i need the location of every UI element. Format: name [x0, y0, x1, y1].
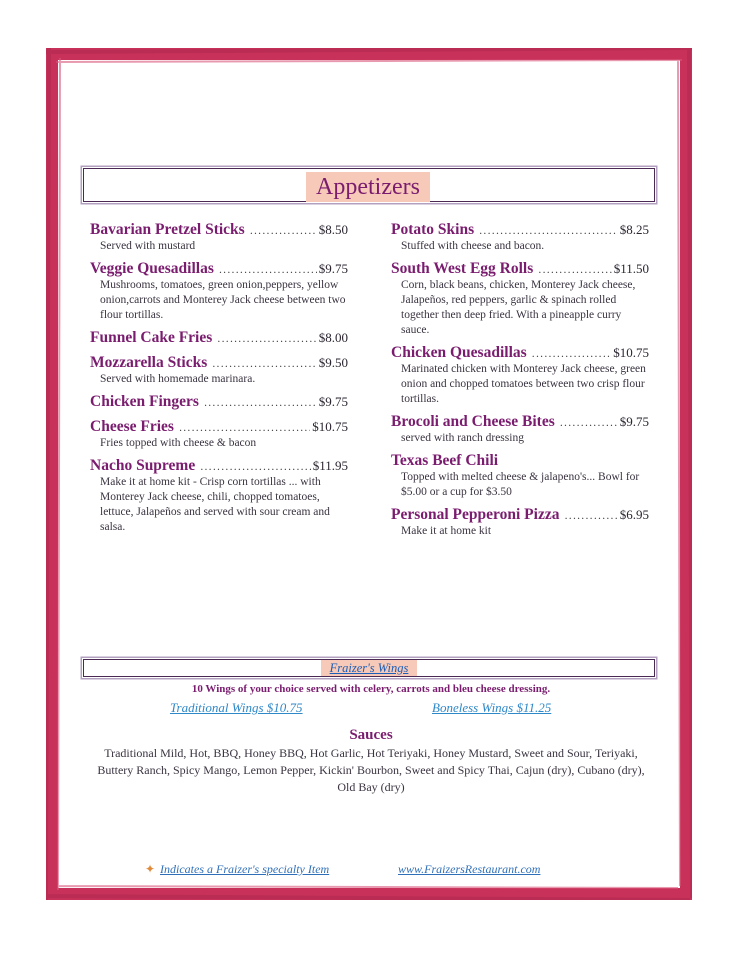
section-title: Appetizers	[306, 172, 430, 202]
leader-dots	[250, 226, 317, 237]
boneless-wings-link[interactable]: Boneless Wings $11.25	[432, 700, 552, 715]
item-price: $8.00	[318, 330, 348, 345]
specialty-note-link[interactable]: Indicates a Fraizer's specialty Item	[160, 862, 330, 876]
item-description: Marinated chicken with Monterey Jack cheese, green onion and chopped tomatoes between two crisp flour tortillas.	[401, 363, 646, 405]
item-description: Corn, black beans, chicken, Monterey Jack cheese, Jalapeños, red peppers, garlic & spinach rolled together then deep fried. With a pineapple curry sauce.	[401, 279, 636, 336]
item-description: Make it at home kit	[401, 525, 492, 537]
item-price: $9.75	[318, 261, 348, 276]
item-price: $11.50	[613, 261, 649, 276]
item-description: Served with mustard	[100, 240, 196, 252]
item-name: Brocoli and Cheese Bites	[391, 413, 555, 430]
item-description: Stuffed with cheese and bacon.	[401, 240, 545, 252]
item-price: $9.75	[619, 414, 649, 429]
right-column	[391, 220, 649, 544]
item-name: Cheese Fries	[90, 418, 174, 435]
left-column	[90, 220, 348, 540]
leader-dots	[204, 398, 317, 409]
item-name: Personal Pepperoni Pizza	[391, 506, 560, 523]
menu-item	[90, 456, 348, 535]
specialty-star-icon: ✦	[145, 862, 156, 876]
item-description: Mushrooms, tomatoes, green onion,peppers, yellow onion,carrots and Monterey Jack cheese between two flour tortillas.	[100, 279, 346, 321]
menu-item	[90, 220, 348, 254]
traditional-wings-link[interactable]: Traditional Wings $10.75	[170, 700, 303, 715]
sauces-title: Sauces	[349, 727, 393, 743]
leader-dots	[479, 226, 618, 237]
item-price: $9.75	[318, 394, 348, 409]
item-name: Chicken Fingers	[90, 393, 199, 410]
menu-item	[391, 259, 649, 338]
leader-dots	[564, 511, 617, 522]
wings-title: Fraizer's Wings	[321, 660, 417, 676]
menu-item	[391, 451, 649, 500]
leader-dots	[179, 423, 310, 434]
item-name: Potato Skins	[391, 221, 475, 238]
item-name: South West Egg Rolls	[391, 260, 534, 277]
item-description: Fries topped with cheese & bacon	[100, 437, 257, 449]
item-price: $10.75	[312, 419, 348, 434]
leader-dots	[538, 265, 611, 276]
item-name: Nacho Supreme	[90, 457, 196, 474]
item-description: Served with homemade marinara.	[100, 373, 256, 385]
menu-item	[90, 353, 348, 387]
menu-item	[391, 343, 649, 407]
leader-dots	[200, 462, 311, 473]
item-price: $11.95	[312, 458, 348, 473]
menu-item	[90, 259, 348, 323]
website-link[interactable]: www.FraizersRestaurant.com	[398, 862, 541, 876]
item-description: Make it at home kit - Crisp corn tortillas ... with Monterey Jack cheese, chili, chopped tomatoes, lettuce, Jalapeños and served with sour cream and salsa.	[100, 476, 330, 533]
item-description: served with ranch dressing	[401, 432, 524, 444]
item-price: $8.25	[619, 222, 649, 237]
menu-item	[391, 505, 649, 539]
sauces-list: Traditional Mild, Hot, BBQ, Honey BBQ, Hot Garlic, Hot Teriyaki, Honey Mustard, Sweet and Sour, Teriyaki, Buttery Ranch, Spicy Mango, Lemon Pepper, Kickin' Bourbon, Sweet and Spicy Thai, Cajun (dry), Cubano (dry), Old Bay (dry)	[97, 746, 645, 794]
item-price: $8.50	[318, 222, 348, 237]
item-description: Topped with melted cheese & jalapeno's... Bowl for $5.00 or a cup for $3.50	[401, 471, 640, 498]
leader-dots	[212, 359, 317, 370]
item-price: $6.95	[619, 507, 649, 522]
item-price: $10.75	[613, 345, 649, 360]
wings-description: 10 Wings of your choice served with celery, carrots and bleu cheese dressing.	[191, 683, 551, 695]
menu-item	[90, 392, 348, 412]
item-name: Chicken Quesadillas	[391, 344, 527, 361]
leader-dots	[560, 418, 618, 429]
menu-item	[90, 417, 348, 451]
menu-item	[391, 220, 649, 254]
item-name: Mozzarella Sticks	[90, 354, 208, 371]
menu-item	[90, 328, 348, 348]
leader-dots	[217, 334, 316, 345]
leader-dots	[532, 349, 612, 360]
leader-dots	[219, 265, 317, 276]
menu-item	[391, 412, 649, 446]
item-name: Texas Beef Chili	[391, 452, 499, 469]
item-name: Funnel Cake Fries	[90, 329, 213, 346]
item-name: Bavarian Pretzel Sticks	[90, 221, 245, 238]
item-name: Veggie Quesadillas	[90, 260, 214, 277]
item-price: $9.50	[318, 355, 348, 370]
